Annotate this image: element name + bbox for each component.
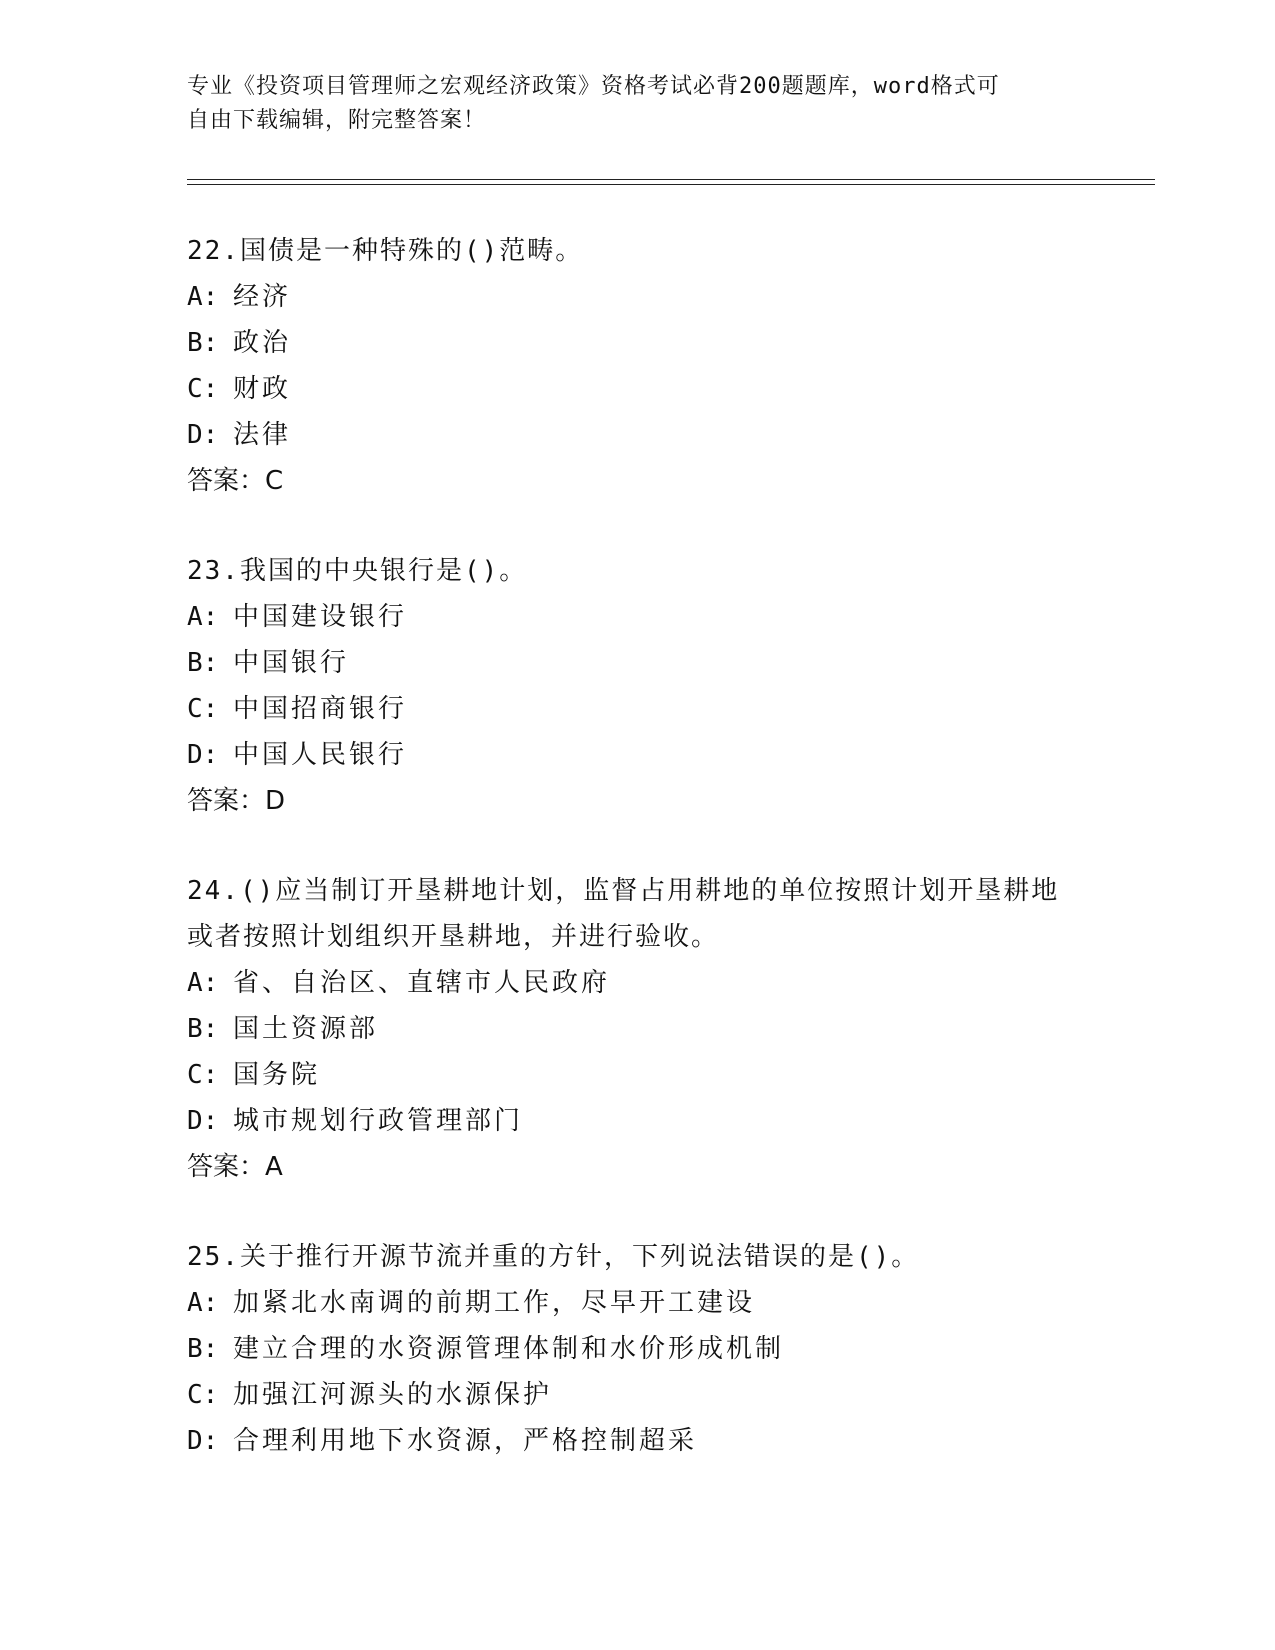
question-text: 22.国债是一种特殊的()范畴。	[187, 236, 584, 266]
option-text: 国务院	[233, 1060, 321, 1090]
option-a	[187, 1280, 1087, 1326]
question-22	[187, 228, 1087, 504]
option-label: C:	[187, 374, 219, 404]
option-text: 中国招商银行	[233, 694, 408, 724]
option-d	[187, 732, 1087, 778]
option-label: A:	[187, 968, 219, 998]
header-line-2: 自由下载编辑，附完整答案！	[187, 108, 487, 133]
answer: 答案：C	[187, 466, 284, 496]
option-b	[187, 1006, 1087, 1052]
question-list	[187, 228, 1087, 1508]
header-line-1: 专业《投资项目管理师之宏观经济政策》资格考试必背200题题库，word格式可	[187, 74, 1000, 99]
option-c	[187, 1052, 1087, 1098]
header-rule-top	[187, 179, 1155, 180]
option-label: C:	[187, 694, 219, 724]
option-text: 财政	[233, 374, 292, 404]
question-text: 25.关于推行开源节流并重的方针，下列说法错误的是()。	[187, 1242, 920, 1272]
option-text: 中国建设银行	[233, 602, 408, 632]
option-label: D:	[187, 1426, 219, 1456]
option-label: D:	[187, 1106, 219, 1136]
option-a	[187, 960, 1087, 1006]
answer: 答案：D	[187, 786, 286, 816]
option-text: 省、自治区、直辖市人民政府	[233, 968, 611, 998]
option-b	[187, 320, 1087, 366]
option-b	[187, 1326, 1087, 1372]
option-label: B:	[187, 1334, 219, 1364]
header-rule-bottom	[187, 184, 1155, 185]
document-header	[187, 70, 1087, 138]
option-text: 中国银行	[233, 648, 350, 678]
option-label: B:	[187, 648, 219, 678]
option-text: 法律	[233, 420, 292, 450]
option-text: 城市规划行政管理部门	[233, 1106, 524, 1136]
option-c	[187, 1372, 1087, 1418]
option-label: D:	[187, 740, 219, 770]
option-text: 政治	[233, 328, 292, 358]
option-text: 中国人民银行	[233, 740, 408, 770]
question-text-line-2: 或者按照计划组织开垦耕地，并进行验收。	[187, 922, 720, 952]
option-text: 合理利用地下水资源，严格控制超采	[233, 1426, 698, 1456]
option-label: C:	[187, 1060, 219, 1090]
option-d	[187, 1418, 1087, 1464]
option-d	[187, 412, 1087, 458]
option-a	[187, 274, 1087, 320]
option-text: 加紧北水南调的前期工作，尽早开工建设	[233, 1288, 756, 1318]
question-text-line-1: 24.()应当制订开垦耕地计划，监督占用耕地的单位按照计划开垦耕地	[187, 876, 1060, 906]
answer: 答案：A	[187, 1152, 283, 1182]
question-text: 23.我国的中央银行是()。	[187, 556, 528, 586]
option-label: A:	[187, 282, 219, 312]
option-label: D:	[187, 420, 219, 450]
option-a	[187, 594, 1087, 640]
option-label: C:	[187, 1380, 219, 1410]
option-label: A:	[187, 1288, 219, 1318]
option-label: B:	[187, 1014, 219, 1044]
question-25	[187, 1234, 1087, 1464]
option-d	[187, 1098, 1087, 1144]
option-text: 建立合理的水资源管理体制和水价形成机制	[233, 1334, 785, 1364]
option-text: 国土资源部	[233, 1014, 379, 1044]
option-text: 加强江河源头的水源保护	[233, 1380, 553, 1410]
option-c	[187, 686, 1087, 732]
option-text: 经济	[233, 282, 292, 312]
option-label: A:	[187, 602, 219, 632]
option-c	[187, 366, 1087, 412]
question-23	[187, 548, 1087, 824]
option-label: B:	[187, 328, 219, 358]
option-b	[187, 640, 1087, 686]
question-24	[187, 868, 1087, 1190]
